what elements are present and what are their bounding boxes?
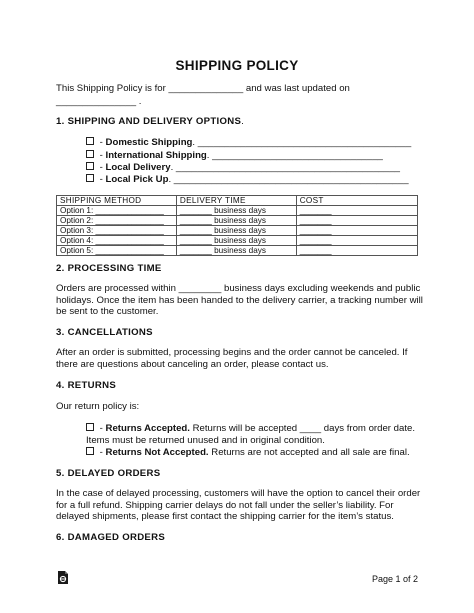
option-name: Returns Not Accepted. [105,447,209,458]
table-cell[interactable]: Option 5: _______________ [57,246,177,256]
option-local-pick-up [86,174,409,186]
option-name: Returns Accepted. [105,423,190,434]
page-number: Page 1 of 2 [371,574,418,584]
option-dash: - [97,162,106,173]
section-3-body: After an order is submitted, processing begins and the order cannot be canceled. If there are questions about canceling an order, please contact us. [56,347,408,370]
option-dash: - [97,174,106,185]
table-cell[interactable]: Option 4: _______________ [57,236,177,246]
column-header: SHIPPING METHOD [57,196,177,206]
checkbox[interactable] [86,137,94,145]
table-cell[interactable]: _______ business days [176,206,296,216]
checkbox[interactable] [86,174,94,182]
table-cell[interactable]: _______ business days [176,246,296,256]
option-name: Local Pick Up [105,174,169,185]
section-1-heading-period: . [241,116,244,127]
section-1-heading [56,116,244,128]
table-row [57,246,418,256]
table-cell[interactable]: Option 3: _______________ [57,226,177,236]
checkbox[interactable] [86,150,94,158]
section-5-heading: 5. DELAYED ORDERS [56,468,161,479]
section-1-heading-text: 1. SHIPPING AND DELIVERY OPTIONS [56,116,242,127]
document-title: SHIPPING POLICY [175,58,299,73]
table-cell[interactable]: _______ [296,226,417,236]
option-local-delivery [86,162,400,174]
option-blank: . ________________________________________ [192,137,412,148]
table-cell[interactable]: Option 2: _______________ [57,216,177,226]
section-2-body: Orders are processed within ________ business days excluding weekends and public holidays. Once the item has been handed to the delivery carrier, a tracking number will be sent to the customer. [56,283,423,318]
table-row [57,226,418,236]
option-returns-accepted [86,423,415,435]
table-cell[interactable]: _______ [296,206,417,216]
option-name: Domestic Shipping [105,137,193,148]
section-5-body: In the case of delayed processing, customers will have the option to cancel their order for a full refund. Shipping carrier delays do not fall under the seller’s liability. For delayed shipments, please first contact the shipping carrier for the item’s status. [56,488,421,523]
option-blank: . ____________________________________________ [168,174,409,185]
table-cell[interactable]: _______ business days [176,216,296,226]
option-dash: - [97,137,106,148]
eforms-logo-icon [57,571,69,584]
intro-line-1: This Shipping Policy is for ______________ and was last updated on [56,83,350,94]
option-dash: - [97,150,106,161]
returns-accepted-line-2: Items must be returned unused and in original condition. [86,435,325,446]
table-row [57,206,418,216]
checkbox[interactable] [86,162,94,170]
table-cell[interactable]: Option 1: _______________ [57,206,177,216]
table-cell[interactable]: _______ [296,216,417,226]
intro-line-2: _______________ . [56,96,142,107]
option-blank: . ________________________________ [206,150,383,161]
option-blank: . __________________________________________ [170,162,401,173]
returns-intro: Our return policy is: [56,401,140,412]
section-2-heading: 2. PROCESSING TIME [56,263,162,274]
table-row [57,236,418,246]
option-text: Returns will be accepted ____ days from order date. [189,423,415,434]
option-dash: - [97,423,106,434]
option-domestic-shipping [86,137,411,149]
column-header: COST [296,196,417,206]
option-name: Local Delivery [105,162,171,173]
table-cell[interactable]: _______ [296,236,417,246]
checkbox[interactable] [86,447,94,455]
checkbox[interactable] [86,423,94,431]
section-6-heading: 6. DAMAGED ORDERS [56,532,166,543]
section-3-heading: 3. CANCELLATIONS [56,327,153,338]
option-dash: - [97,447,106,458]
option-international-shipping [86,150,383,162]
option-text: Returns are not accepted and all sale are final. [208,447,410,458]
column-header: DELIVERY TIME [176,196,296,206]
table-header-row [57,196,418,206]
table-row [57,216,418,226]
table-cell[interactable]: _______ business days [176,226,296,236]
table-cell[interactable]: _______ business days [176,236,296,246]
section-4-heading: 4. RETURNS [56,380,117,391]
option-returns-not-accepted [86,447,410,459]
table-cell[interactable]: _______ [296,246,417,256]
shipping-options-table [56,195,418,256]
option-name: International Shipping [105,150,207,161]
